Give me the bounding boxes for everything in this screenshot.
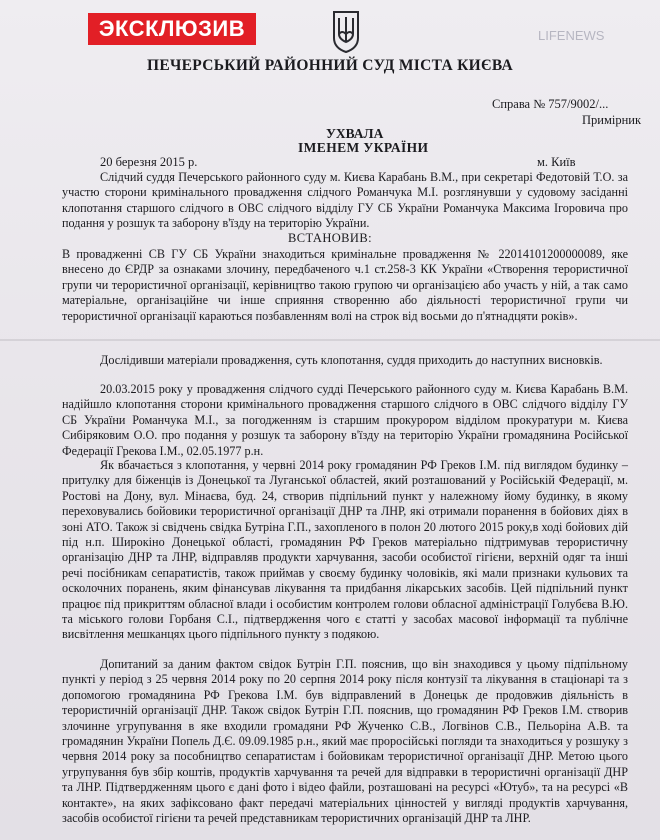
paragraph-3: 20.03.2015 року у провадження слідчого судді Печерського районного суду м. Києва Карабань В.М. надійшло клопотання сторони кримінального провадження старшого слідчого в ОВС слідчого відділу ГУ СБ України Романчука М.І., за погодженням із старшим прокурором відділом прокуратури м. Києва Сибіряковим О.О. про подання у розшук та заборону в'їзду на територію України громадянина Російської Федерації Грекова І.М., 02.05.1977 р.н. bbox=[62, 382, 628, 458]
intro-paragraph: Слідчий суддя Печерського районного суду м. Києва Карабань В.М., при секретарі Федотовій Т.О. за участю сторони кримінального провадження слідчого Романчука М.І. розглянувши у судовому засіданні клопотання старшого слідчого в ОВС слідчого відділу ГУ СБ України Романчука Максима Ігоровича про подання у розшук та заборону в'їзду на територію України. bbox=[62, 170, 628, 231]
coat-of-arms-icon bbox=[331, 8, 361, 54]
established-heading: ВСТАНОВИВ: bbox=[288, 231, 372, 245]
court-name: ПЕЧЕРСЬКИЙ РАЙОННИЙ СУД МІСТА КИЄВА bbox=[146, 57, 514, 74]
document-date: 20 березня 2015 р. bbox=[100, 155, 198, 169]
case-number: Справа № 757/9002/... bbox=[492, 97, 609, 111]
paragraph-2: Дослідивши матеріали провадження, суть клопотання, суддя приходить до наступних висновків. bbox=[100, 353, 603, 367]
paragraph-1: В провадженні СВ ГУ СБ України знаходиться кримінальне провадження № 22014101200000089, яке внесено до ЄРДР за ознаками злочину, передбаченого ч.1 ст.258-3 КК України «Створення терористичної групи чи терористичної організації, керівництво такою групою чи організацією або участь у ній, а так само матеріальне, організаційне чи інше сприяння створенню або діяльності терористичної групи чи терористичної організації караються позбавленням волі на строк від восьми до п'ятнадцяти років». bbox=[62, 247, 628, 323]
copy-note: Примірник bbox=[582, 113, 642, 127]
paragraph-4: Як вбачається з клопотання, у червні 2014 року громадянин РФ Греков І.М. під виглядом будинку – притулку для біженців із Донецької та Луганської областей, який розташований у Російській Федерації, м. Ростові на Дону, вул. Мінаєва, буд. 24, створив підпільний пункт у належному йому будинку, в якому переховувались бойовики терористичної організації ДНР та ЛНР, які отримали поранення в бойових діях в зоні АТО. Також зі свідчень свідка Бутріна Г.П., захопленого в полон 20 лютого 2015 року,в ході бойових дій під н.п. Широкіно Донецької області, громадянин РФ Греков матеріально підтримував терористичну організацію ДНР та ЛНР, відправляв продукти харчування, засоби особистої гігієни, верхній одяг та інші речі посібникам сепаратистів, також приймав у своєму будинку чоловіків, які мали признаки кульових та осколочних поранень, яким фінансував лікування та придбання лікарських засобів. Цей підпільний пункт працює під прикриттям обласної влади і особистим контролем голови обласної адміністрації Голубєва В.Ю. та міського голови Горбаня С.І., підтвердження чого є статті у засобах масової інформації та публічне висвітлення мешканцях цього підпільного пункту з подякою. bbox=[62, 458, 628, 642]
document-subtitle: ІМЕНЕМ УКРАЇНИ bbox=[298, 140, 429, 155]
exclusive-badge: ЭКСКЛЮЗИВ bbox=[88, 13, 256, 45]
lifenews-watermark: LIFENEWS bbox=[538, 28, 605, 43]
paper-fold bbox=[0, 339, 660, 341]
document-city: м. Київ bbox=[537, 155, 576, 169]
paragraph-5: Допитаний за даним фактом свідок Бутрін Г.П. пояснив, що він знаходився у цьому підпільному пункті у період з 25 червня 2014 року по 20 серпня 2014 року після контузії та лікування в стаціонарі та з допомогою громадянина РФ Грекова І.М. був відправлений в Донецьк де продовжив діяльність в терористичній організації ДНР. Також свідок Бутрін Г.П. пояснив, що громадянин РФ Греков І.М. створив злочинне угрупування в яке входили громадяни РФ Жученко С.В., Логвінов С.В., Пельоріна А.В. та громадянин України Попель Д.Є. 09.09.1985 р.н., який має проросійські погляди та знаходиться у розшуку з червня 2014 року за пособництво сепаратистам і бойовикам терористичної організації ДНР. Метою цього угрупування був збір коштів, продуктів харчування та речей для відправки в терористичні організації ДНР та ЛНР. Підтвердженням цього є дані фото і відео файли, розташовані на ресурсі «Ютуб», та на ресурсі «В контакте», на яких зафіксовано факт передачі матеріальних цінностей у вигляді продуктів харчування, засобів особистої гігієни та речей представникам терористичних організацій ДНР та ЛНР. bbox=[62, 657, 628, 826]
document-title: УХВАЛА bbox=[326, 126, 384, 141]
